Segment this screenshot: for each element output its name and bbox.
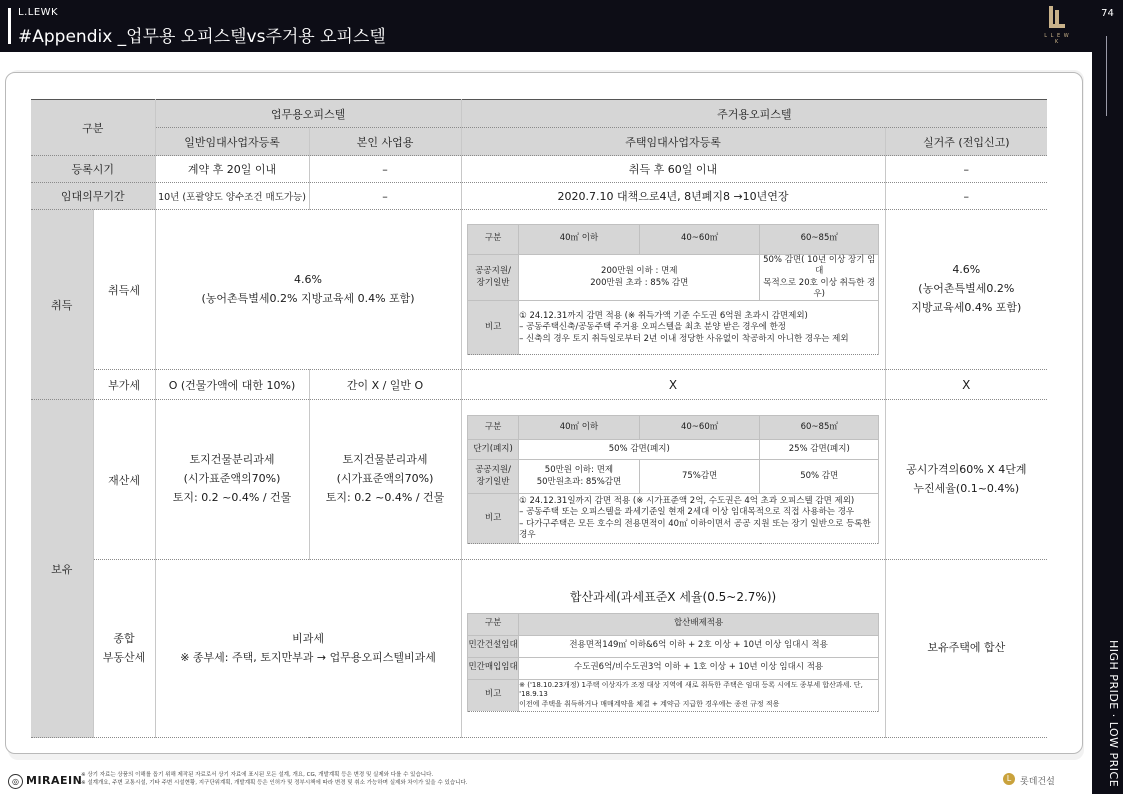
cell-property-housing	[461, 400, 885, 560]
prop-r1-a: 50% 감면(폐지)	[519, 440, 760, 460]
prop-r2-a2: 50만원초과: 85%감면	[536, 476, 622, 487]
page-number: 74	[1101, 8, 1114, 19]
acq-business-rate: 4.6%	[294, 272, 322, 286]
comp-r1-val: 전용면적149㎡ 이하&6억 이하 + 2호 이상 + 10년 이상 임대시 적용	[519, 635, 879, 657]
prop-sub-h1: 40㎡ 이하	[519, 416, 640, 440]
comp-note	[519, 679, 879, 711]
cell-vat-own: 간이 X / 일반 O	[309, 370, 461, 400]
header-residential-officetel: 주거용오피스텔	[461, 100, 1047, 128]
acq-sub-a1: 200만원 이하 : 면제	[601, 266, 678, 277]
header-actual-residence: 실거주 (전입신고)	[885, 128, 1047, 156]
comp-sub-h2: 합산배제적용	[519, 613, 879, 635]
disclaimer-line-2: ※ 설계개요, 주변 교통시설, 기타 주변 시설현황, 지구단위계획, 개발계획 등은 인허가 및 정부시책에 따라 변경 및 취소 가능하며 실제와 차이가 있을 수 있습니다.	[81, 779, 468, 786]
comp-housing-title: 합산과세(과세표준X 세율(0.5~2.7%))	[569, 589, 777, 604]
cell-property-own	[309, 400, 461, 560]
cell-vat-general: O (건물가액에 대한 10%)	[155, 370, 309, 400]
cell-property-actual	[885, 400, 1047, 560]
header-own-business: 본인 사업용	[309, 128, 461, 156]
prop-note	[519, 494, 879, 544]
lotte-icon: L	[1003, 773, 1015, 785]
cell-obligation-own: –	[309, 183, 461, 210]
prop-own-2: (시가표준액의70%)	[336, 472, 434, 486]
miraein-logo-icon: ◎	[8, 774, 23, 789]
comp-r2-val: 수도권6억/비수도권3억 이하 + 1호 이상 + 10년 이상 임대시 적용	[519, 657, 879, 679]
prop-own-3: 토지: 0.2 ~0.4% / 건물	[325, 490, 445, 504]
row-label-acquisition-tax: 취득세	[93, 210, 155, 370]
acq-sub-h3: 60~85㎡	[760, 224, 879, 254]
cell-registration-own: –	[309, 156, 461, 183]
row-label-registration: 등록시기	[31, 156, 155, 183]
prop-note-3: – 다가구주택은 모든 호수의 전용면적이 40㎡ 이하이면서 공공 지원 또는 장기 일반으로 등록한 경우	[519, 518, 871, 540]
prop-general-3: 토지: 0.2 ~0.4% / 건물	[172, 490, 292, 504]
acq-sub-b1: 50% 감면( 10년 이상 장기 임대	[763, 254, 876, 277]
disclaimer-line-1: ※ 상기 자료는 상품의 이해를 돕기 위해 제작된 자료로서 상기 자료에 표시된 모든 설계, 개요, CG, 개발계획 등은 변경 및 실제와 다를 수 있습니다.	[81, 772, 434, 778]
header-category: 구분	[31, 100, 155, 156]
llewk-logo	[1043, 6, 1071, 46]
page-title: #Appendix _업무용 오피스텔vs주거용 오피스텔	[18, 27, 386, 47]
acq-note	[519, 301, 879, 355]
row-label-comprehensive-tax	[93, 560, 155, 738]
comp-note-1: ※ ('18.10.23개정) 1주택 이상자가 조정 대상 지역에 새로 취득한 주택은 임대 등록 시에도 종부세 합산과세. 단, '18.9.13	[519, 680, 863, 699]
comp-note-label: 비고	[468, 679, 519, 711]
comprehensive-subtable	[467, 613, 879, 712]
acq-sub-h1: 40㎡ 이하	[519, 224, 640, 254]
prop-r1-b: 25% 감면(폐지)	[760, 440, 879, 460]
cell-registration-housing: 취득 후 60일 이내	[461, 156, 885, 183]
cell-obligation-housing: 2020.7.10 대책으로4년, 8년폐지8 →10년연장	[461, 183, 885, 210]
header-business-officetel: 업무용오피스텔	[155, 100, 461, 128]
prop-sub-h2: 40~60㎡	[639, 416, 760, 440]
acq-business-note: (농어촌특별세0.2% 지방교육세 0.4% 포함)	[201, 291, 415, 305]
row-group-acquisition: 취득	[31, 210, 93, 400]
cell-comprehensive-housing	[461, 560, 885, 738]
row-label-vat: 부가세	[93, 370, 155, 400]
title-accent-bar	[8, 8, 11, 44]
acq-note-2: – 공동주택신축/공동주택 주거용 오피스텔을 최초 분양 받은 경우에 한정	[519, 322, 786, 333]
comp-note-2: 이전에 주택을 취득하거나 매매계약을 체결 + 계약금 지급한 경우에는 종전 규정 적용	[519, 699, 780, 708]
cell-registration-actual: –	[885, 156, 1047, 183]
cell-property-general	[155, 400, 309, 560]
prop-r1-label: 단기(폐지)	[468, 440, 519, 460]
prop-r2-a1: 50만원 이하: 면제	[544, 465, 614, 476]
sidebar-divider-top	[1106, 36, 1107, 116]
comp-r2-label: 민간매입임대	[468, 657, 519, 679]
acq-note-1: ① 24.12.31까지 감면 적용 (※ 취득가액 기준 수도권 6억원 초과시 감면제외)	[519, 310, 808, 321]
prop-r2-label: 공공지원/ 장기일반	[468, 460, 519, 494]
acq-actual-3: 지방교육세0.4% 포함)	[911, 300, 1022, 314]
acq-sub-a2: 200만원 초과 : 85% 감면	[590, 277, 689, 288]
acq-sub-row-c	[760, 254, 879, 301]
comp-business-1: 비과세	[292, 631, 324, 645]
prop-actual-2: 누진세율(0.1~0.4%)	[913, 481, 1020, 495]
acq-sub-row-label: 공공지원/ 장기일반	[468, 254, 519, 301]
prop-sub-h3: 60~85㎡	[760, 416, 879, 440]
header-bar	[0, 0, 1092, 52]
prop-r2-c: 50% 감면	[760, 460, 879, 494]
acq-actual-1: 4.6%	[952, 263, 981, 277]
comp-business-2: ※ 종부세: 주택, 토지만부과 → 업무용오피스텔비과세	[180, 650, 436, 664]
partner-name: 롯데건설	[1020, 777, 1055, 787]
comp-label-2: 부동산세	[102, 650, 146, 664]
cell-vat-housing: X	[461, 370, 885, 400]
prop-note-label: 비고	[468, 494, 519, 544]
comp-r1-label: 민간건설임대	[468, 635, 519, 657]
prop-general-2: (시가표준액의70%)	[183, 472, 281, 486]
prop-r2-a	[519, 460, 640, 494]
cell-obligation-actual: –	[885, 183, 1047, 210]
row-label-property-tax: 재산세	[93, 400, 155, 560]
brand-label: L.LEWK	[18, 7, 59, 18]
row-group-holding: 보유	[31, 400, 93, 738]
comp-label-1: 종합	[113, 631, 135, 645]
acq-note-label: 비고	[468, 301, 519, 355]
cell-registration-general: 계약 후 20일 이내	[155, 156, 309, 183]
header-housing-rental: 주택임대사업자등록	[461, 128, 885, 156]
disclaimer	[81, 772, 701, 788]
row-label-obligation: 임대의무기간	[31, 183, 155, 210]
logo-text: L L E W K	[1044, 33, 1070, 45]
comp-sub-h1: 구분	[468, 613, 519, 635]
partner-logo	[1006, 774, 1055, 787]
property-subtable	[467, 415, 879, 544]
acq-sub-h2: 40~60㎡	[639, 224, 760, 254]
footer	[8, 771, 1088, 793]
cell-acquisition-business	[155, 210, 461, 370]
cell-comprehensive-business	[155, 560, 461, 738]
comparison-table	[31, 99, 1047, 738]
prop-note-1: ① 24.12.31일까지 감면 적용 (※ 시가표준액 2억, 수도권은 4억 초과 오피스텔 감면 제외)	[519, 495, 855, 506]
slogan-vertical: HIGH PRIDE · LOW PRICE	[1107, 640, 1120, 788]
prop-actual-1: 공시가격의60% X 4단계	[906, 462, 1027, 476]
acq-sub-h0: 구분	[468, 224, 519, 254]
prop-own-1: 토지건물분리과세	[342, 453, 428, 467]
acq-sub-row-ab	[519, 254, 760, 301]
prop-sub-h0: 구분	[468, 416, 519, 440]
acquisition-subtable	[467, 224, 879, 356]
cell-obligation-general: 10년 (포괄양도 양수조건 매도가능)	[155, 183, 309, 210]
company-name: MIRAEIN	[26, 774, 83, 787]
cell-vat-actual: X	[885, 370, 1047, 400]
acq-sub-b2: 목적으로 20호 이상 취득한 경우)	[763, 277, 876, 299]
prop-general-1: 토지건물분리과세	[189, 453, 275, 467]
header-general-rental: 일반임대사업자등록	[155, 128, 309, 156]
cell-acquisition-actual	[885, 210, 1047, 370]
acq-actual-2: (농어촌특별세0.2%	[918, 282, 1015, 296]
acq-note-3: – 신축의 경우 토지 취득일로부터 2년 이내 정당한 사유없이 착공하지 아니한 경우는 제외	[519, 333, 849, 344]
prop-note-2: – 공동주택 또는 오피스텔을 과세기준일 현재 2세대 이상 임대목적으로 직접 사용하는 경우	[519, 507, 855, 518]
cell-acquisition-housing	[461, 210, 885, 370]
prop-r2-b: 75%감면	[639, 460, 760, 494]
cell-comprehensive-actual: 보유주택에 합산	[885, 560, 1047, 738]
